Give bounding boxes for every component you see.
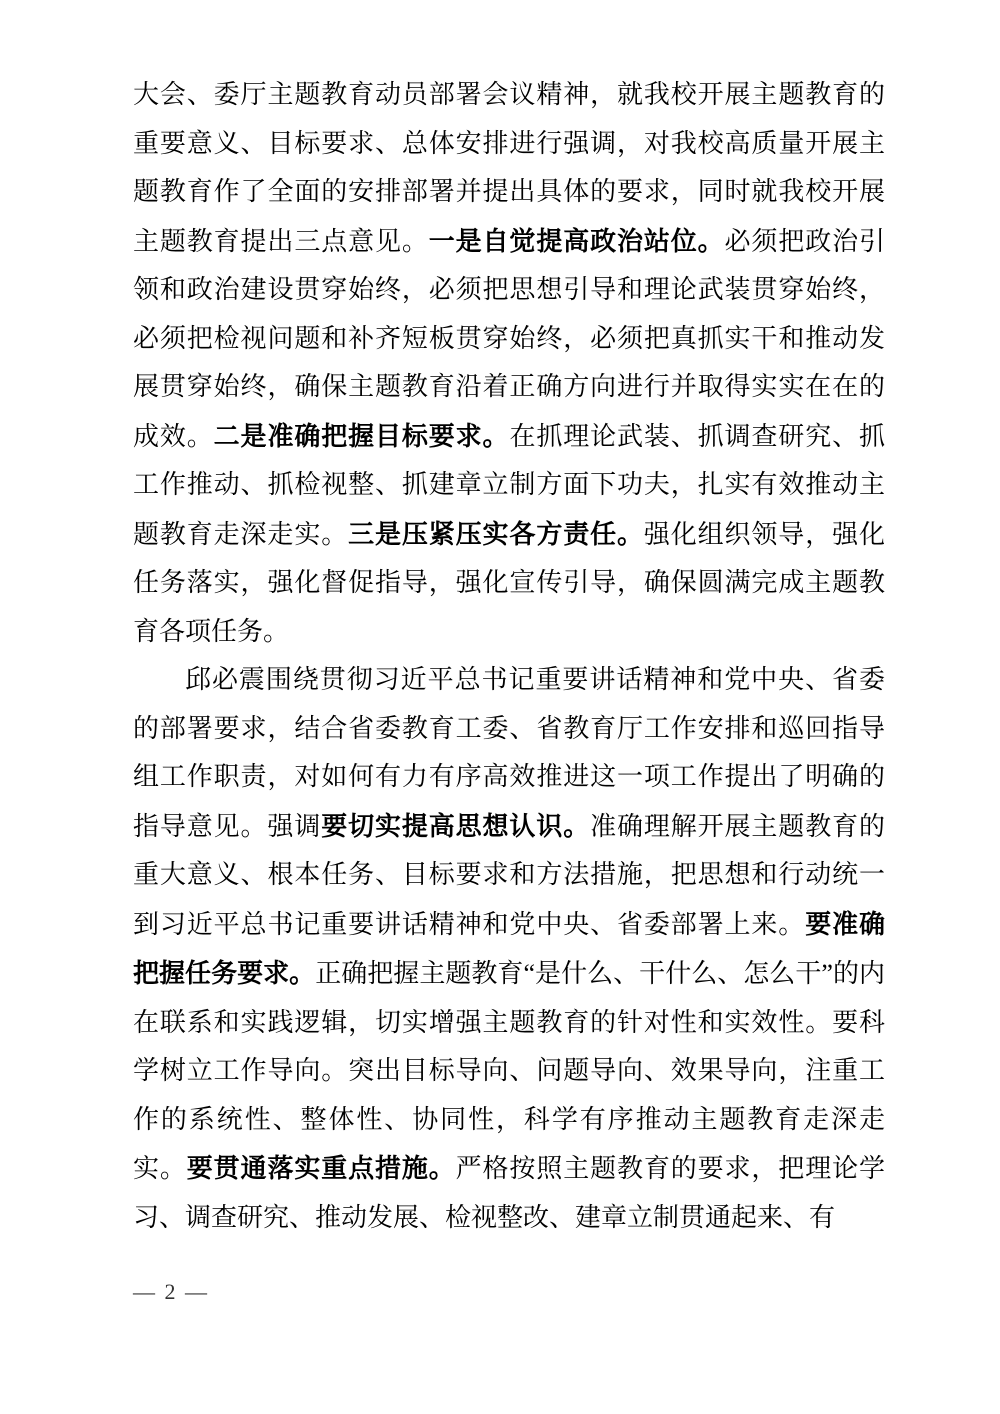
paragraph xyxy=(133,71,885,656)
document-body xyxy=(133,71,885,1242)
emphasis-run: 一是自觉提高政治站位。 xyxy=(428,225,725,256)
emphasis-run: 三是压紧压实各方责任。 xyxy=(348,518,644,549)
text-run: 准确理解开展主题教育的重大意义、根本任务、目标要求和方法措施，把思想和行动统一到习近平总书记重要讲话精神和党中央、省委部署上来。 xyxy=(133,811,885,939)
text-run: 大会、委厅主题教育动员部署会议精神，就我校开展主题教育的重要意义、目标要求、总体安排进行强调，对我校高质量开展主题教育作了全面的安排部署并提出具体的要求，同时就我校开展主题教育提出三点意见。 xyxy=(133,80,885,256)
text-run: 强化组织领导，强化任务落实，强化督促指导，强化宣传引导，确保圆满完成主题教育各项任务。 xyxy=(133,519,885,646)
text-run: 邱必震围绕贯彻习近平总书记重要讲话精神和党中央、省委的部署要求，结合省委教育工委、省教育厅工作安排和巡回指导组工作职责，对如何有力有序高效推进这一项工作提出了明确的指导意见。强调 xyxy=(133,665,885,841)
emphasis-run: 要准确把握任务要求。 xyxy=(133,908,885,988)
emphasis-run: 二是准确把握目标要求。 xyxy=(213,420,510,451)
page-number: — 2 — xyxy=(133,1279,209,1304)
paragraph xyxy=(133,656,885,1242)
emphasis-run: 要贯通落实重点措施。 xyxy=(186,1153,456,1183)
text-run: 在抓理论武装、抓调查研究、抓工作推动、抓检视整、抓建章立制方面下功夫，扎实有效推动主题教育走深走实。 xyxy=(133,421,885,549)
text-run: 正确把握主题教育“是什么、干什么、怎么干”的内在联系和实践逻辑，切实增强主题教育的针对性和实效性。要科学树立工作导向。突出目标导向、问题导向、效果导向，注重工作的系统性、整体性、协同性，科学有序推动主题教育走深走实。 xyxy=(133,959,885,1183)
text-run: 必须把政治引领和政治建设贯穿始终，必须把思想引导和理论武装贯穿始终，必须把检视问题和补齐短板贯穿始终，必须把真抓实干和推动发展贯穿始终，确保主题教育沿着正确方向进行并取得实实在在的成效。 xyxy=(133,226,885,451)
text-run: 严格按照主题教育的要求，把理论学习、调查研究、推动发展、检视整改、建章立制贯通起来、有 xyxy=(133,1154,885,1232)
emphasis-run: 要切实提高思想认识。 xyxy=(321,810,591,841)
